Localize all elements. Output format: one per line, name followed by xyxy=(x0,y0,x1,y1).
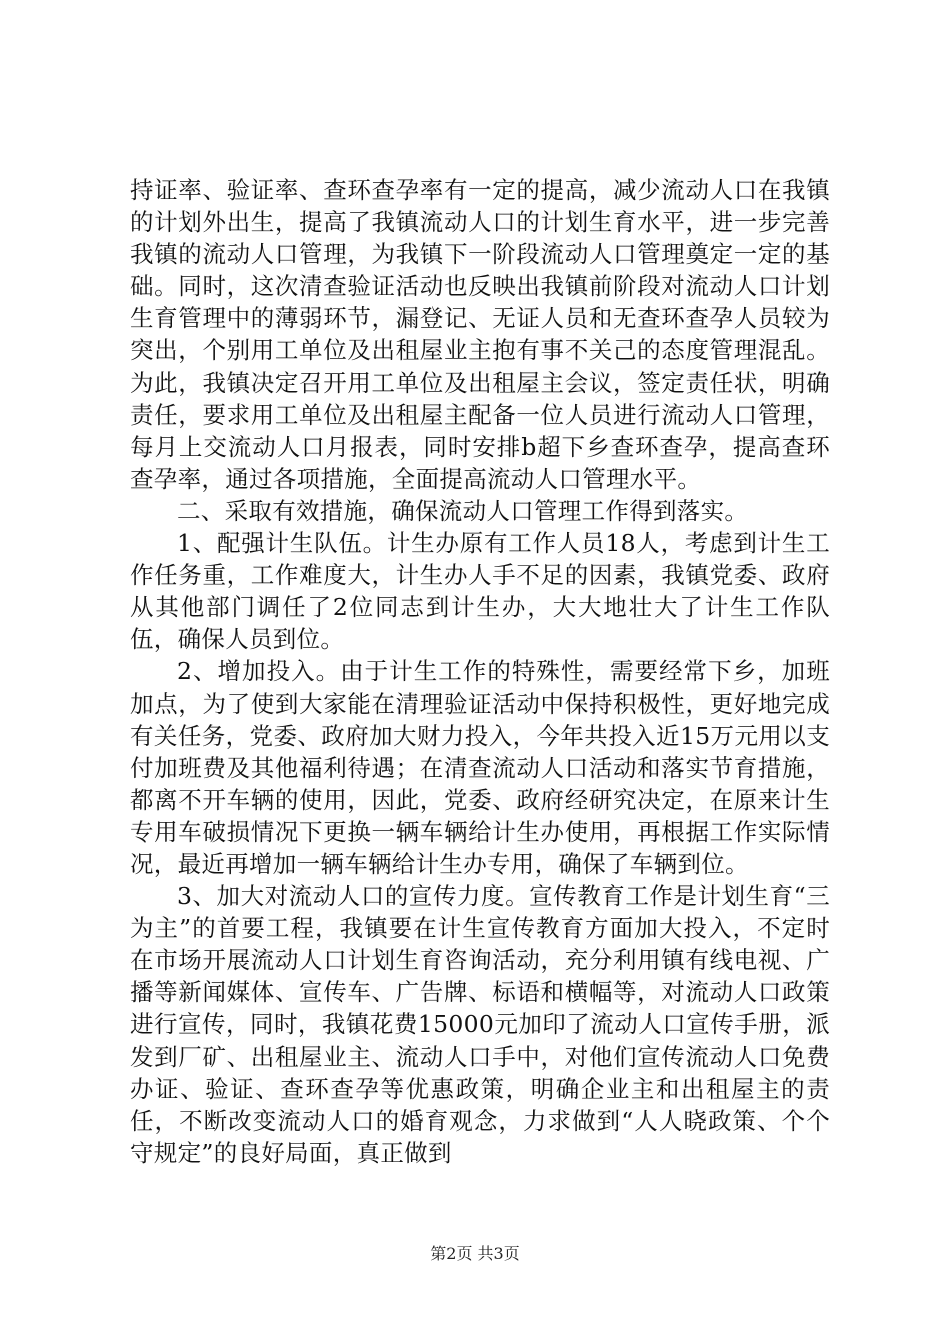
page-number: 第2页 共3页 xyxy=(430,1244,520,1263)
section-heading-2: 二、采取有效措施，确保流动人口管理工作得到落实。 xyxy=(177,496,749,525)
paragraph-continuation: 持证率、验证率、查环查孕率有一定的提高，减少流动人口在我镇的计划外出生，提高了我镇流动人口的计划生育水平，进一步完善我镇的流动人口管理，为我镇下一阶段流动人口管理奠定一定的基础。同时，这次清查验证活动也反映出我镇前阶段对流动人口计划生育管理中的薄弱环节，漏登记、无证人员和无查环查孕人员较为突出，个别用工单位及出租屋业主抱有事不关己的态度管理混乱。为此，我镇决定召开用工单位及出租屋主会议，签定责任状，明确责任，要求用工单位及出租屋主配备一位人员进行流动人口管理，每月上交流动人口月报表，同时安排b超下乡查环查孕，提高查环查孕率，通过各项措施，全面提高流动人口管理水平。 xyxy=(130,176,830,493)
page-footer xyxy=(0,1241,950,1264)
document-body xyxy=(130,174,830,1169)
paragraph-item-1: 1、配强计生队伍。计生办原有工作人员18人，考虑到计生工作任务重，工作难度大，计生办人手不足的因素，我镇党委、政府从其他部门调任了2位同志到计生办，大大地壮大了计生工作队伍，确保人员到位。 xyxy=(130,529,830,654)
paragraph-item-2: 2、增加投入。由于计生工作的特殊性，需要经常下乡，加班加点，为了使到大家能在清理验证活动中保持积极性，更好地完成有关任务，党委、政府加大财力投入，今年共投入近15万元用以支付加班费及其他福利待遇；在清查流动人口活动和落实节育措施，都离不开车辆的使用，因此，党委、政府经研究决定，在原来计生专用车破损情况下更换一辆车辆给计生办使用，再根据工作实际情况，最近再增加一辆车辆给计生办专用，确保了车辆到位。 xyxy=(130,657,830,878)
paragraph-item-3: 3、加大对流动人口的宣传力度。宣传教育工作是计划生育“三为主”的首要工程，我镇要在计生宣传教育方面加大投入，不定时在市场开展流动人口计划生育咨询活动，充分利用镇有线电视、广播等新闻媒体、宣传车、广告牌、标语和横幅等，对流动人口政策进行宣传，同时，我镇花费15000元加印了流动人口宣传手册，派发到厂矿、出租屋业主、流动人口手中，对他们宣传流动人口免费办证、验证、查环查孕等优惠政策，明确企业主和出租屋主的责任，不断改变流动人口的婚育观念，力求做到“人人晓政策、个个守规定”的良好局面，真正做到 xyxy=(130,882,830,1167)
